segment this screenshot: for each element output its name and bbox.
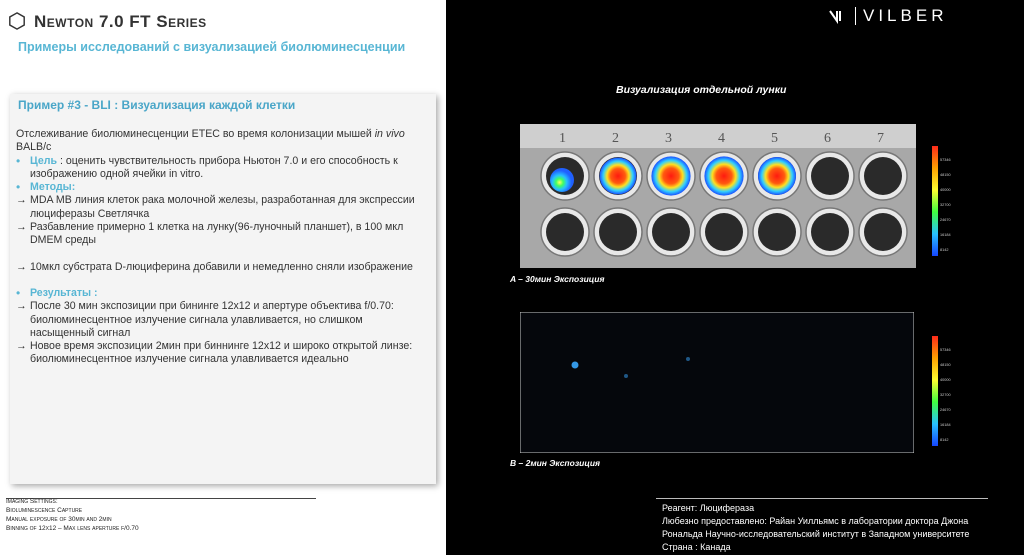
plate-well-bottom [652,213,690,251]
plate-well-bottom [705,213,743,251]
example-card [10,94,436,484]
caption-a: A – 30мин Экспозиция [510,274,605,284]
intensity-scale-a [932,146,938,256]
credit-line: Рональда Научно-исследовательский институт в Западном университете [662,529,970,539]
page-title: Newton 7.0 FT Series [34,12,207,31]
plate-image-30min [520,124,916,268]
arrow-icon: → [16,260,27,273]
signal-spot [758,157,796,195]
arrow-icon: → [16,340,27,353]
hexagon-icon [8,12,26,30]
well-number: 1 [559,131,566,146]
plate-well-bottom [811,213,849,251]
well-number: 5 [771,131,778,146]
caption-b: B – 2мин Экспозиция [510,458,601,468]
plate-well-bottom [546,213,584,251]
signal-spot [624,374,628,378]
well-number: 3 [665,131,672,146]
vilber-logo [828,6,947,26]
goal-text: : оценить чувствительность прибора Ньютон 7.0 и его способность к изображению одной ячейки in vitro. [30,154,398,180]
vilber-logo-icon [828,6,848,26]
well-number: 6 [824,131,831,146]
credit-line: Реагент: Люцифераза [662,503,755,513]
methods-label: Методы: [30,181,76,194]
scale-label: 40000 [940,378,951,382]
scale-label: 24670 [940,408,951,412]
method-item: → 10мкл субстрата D-люциферина добавили и немедленно сняли изображение [16,260,413,273]
credit-line: Страна : Канада [662,542,731,552]
result-item: → После 30 мин экспозиции при бининге 12x12 и апертуре объектива f/0.70: биолюминесцентное излучение сигнала улавливается, но слишком насыщенный сигнал [16,300,394,339]
scale-label: 8142 [940,248,949,252]
scale-label: 32700 [940,393,951,397]
scale-label: 24670 [940,218,951,222]
results-label: Результаты : [30,286,98,299]
signal-spot [651,156,690,195]
scale-label: 40000 [940,188,951,192]
divider [656,498,988,499]
signal-spot [550,168,574,192]
intro-text: Отслеживание биолюминесценции ETEC во время колонизации мышей in vivo BALB/c [16,128,405,154]
plate-well-bottom [599,213,637,251]
method-item: → MDA MB линия клеток рака молочной железы, разработанная для экспрессии люциферазы Светлячка [16,194,415,220]
intensity-scale-b [932,336,938,446]
arrow-icon: → [16,300,27,313]
scale-label: 32700 [940,203,951,207]
well-number: 2 [612,131,619,146]
plate-well-bottom [864,213,902,251]
arrow-icon: → [16,194,27,207]
settings-line: Manual exposure of 30min and 2min [6,516,112,523]
brand-name: VILBER [863,6,948,25]
plate-well-bottom [758,213,796,251]
card-body [16,128,426,367]
settings-line: Binning of 12x12 – Max lens aperture f/0.70 [6,525,139,532]
plate-image-2min [520,312,914,453]
goal-line [16,155,426,182]
imaging-settings [6,497,139,533]
signal-spot [572,362,579,369]
scale-label: 48150 [940,173,951,177]
page-subtitle: Примеры исследований с визуализацией биолюминесценции [18,40,406,54]
scale-label: 48150 [940,363,951,367]
visualization-title: Визуализация отдельной лунки [616,84,787,96]
scale-label: 8142 [940,438,949,442]
scale-label: 57346 [940,158,951,162]
settings-heading: Imaging Settings: [6,498,58,505]
plate-well-bottom [864,157,902,195]
bullet-icon: • [16,180,21,195]
settings-line: Bioluminescence Capture [6,507,83,514]
bullet-icon: • [16,285,21,300]
card-heading: Пример #3 - BLI : Визуализация каждой клетки [18,98,296,112]
result-item: → Новое время экспозиции 2мин при биннинге 12x12 и широко открытой линзе: биолюминесцентное излучение сигнала улавливается идеально [16,340,413,366]
signal-spot [600,158,637,195]
well-number: 4 [718,131,725,146]
right-panel [446,0,1024,555]
scale-label: 57346 [940,348,951,352]
bullet-icon: • [16,153,21,168]
signal-spot [704,156,743,195]
method-item: → Разбавление примерно 1 клетка на лунку(96-луночный планшет), в 100 мкл DMEM среды [16,221,404,247]
left-panel [0,0,446,555]
arrow-icon: → [16,221,27,234]
intro-italic: in vivo [374,128,405,140]
signal-spot [686,357,690,361]
results-label-line [16,287,426,300]
credit-line: Любезно предоставлено: Райан Уилльямс в лаборатории доктора Джона [662,516,969,526]
scale-label: 16184 [940,233,951,237]
scale-label: 16184 [940,423,951,427]
goal-label: Цель [30,154,58,167]
methods-label-line [16,181,426,194]
well-number: 7 [877,131,884,146]
plate-well-bottom [811,157,849,195]
credits [662,502,969,554]
